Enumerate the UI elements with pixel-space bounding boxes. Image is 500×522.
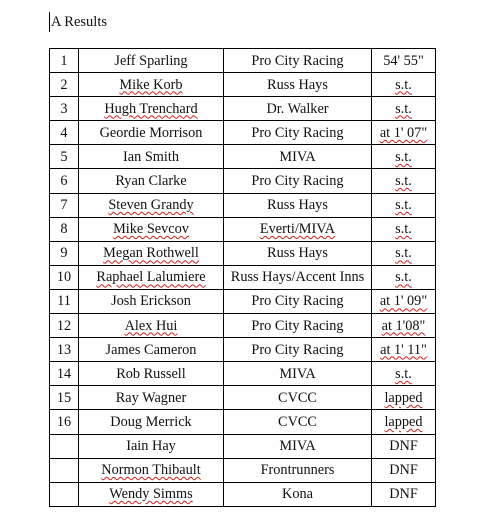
time-cell xyxy=(372,241,436,265)
rider-name-text: Mike Sevcov xyxy=(113,221,189,238)
rider-name-text: Ray Wagner xyxy=(115,389,187,406)
table-row xyxy=(50,362,436,386)
rider-name-cell xyxy=(79,482,224,506)
team-text: Russ Hays/Accent Inns xyxy=(230,269,365,286)
team-text: Pro City Racing xyxy=(251,124,344,141)
time-text: s.t. xyxy=(395,365,412,382)
time-cell xyxy=(372,289,436,313)
time-text: s.t. xyxy=(395,221,412,238)
table-row xyxy=(50,482,436,506)
time-cell xyxy=(372,482,436,506)
rider-name-cell xyxy=(79,338,224,362)
time-cell xyxy=(372,97,436,121)
time-text: at 1'08" xyxy=(381,317,426,334)
team-text: Everti/MIVA xyxy=(259,221,336,238)
rider-name-cell xyxy=(79,410,224,434)
team-cell xyxy=(224,169,372,193)
team-text: Dr. Walker xyxy=(266,100,329,117)
time-cell xyxy=(372,386,436,410)
team-text: Pro City Racing xyxy=(251,173,344,190)
position-text: 11 xyxy=(57,293,71,310)
time-cell xyxy=(372,314,436,338)
time-text: s.t. xyxy=(395,100,412,117)
team-text: MIVA xyxy=(279,438,316,455)
time-text: s.t. xyxy=(395,197,412,214)
rider-name-cell xyxy=(79,145,224,169)
position-text: 8 xyxy=(60,221,68,238)
position-cell xyxy=(50,193,79,217)
time-text: s.t. xyxy=(395,245,412,262)
team-cell xyxy=(224,434,372,458)
position-text: 14 xyxy=(56,365,72,382)
position-cell xyxy=(50,49,79,73)
team-cell xyxy=(224,217,372,241)
time-cell xyxy=(372,169,436,193)
rider-name-text: Hugh Trenchard xyxy=(104,100,198,117)
time-cell xyxy=(372,73,436,97)
rider-name-text: Alex Hui xyxy=(124,317,178,334)
team-cell xyxy=(224,314,372,338)
rider-name-text: Rob Russell xyxy=(116,365,186,382)
table-row xyxy=(50,49,436,73)
table-row xyxy=(50,386,436,410)
rider-name-cell xyxy=(79,121,224,145)
team-cell xyxy=(224,386,372,410)
table-row xyxy=(50,314,436,338)
position-cell xyxy=(50,73,79,97)
team-text: Pro City Racing xyxy=(251,293,344,310)
document-title: A Results xyxy=(51,14,107,30)
position-text: 4 xyxy=(60,124,68,141)
time-cell xyxy=(372,362,436,386)
position-cell xyxy=(50,241,79,265)
position-cell xyxy=(50,314,79,338)
position-cell xyxy=(50,458,79,482)
team-cell xyxy=(224,289,372,313)
rider-name-text: James Cameron xyxy=(105,341,197,358)
team-text: CVCC xyxy=(278,389,317,406)
team-cell xyxy=(224,410,372,434)
time-cell xyxy=(372,121,436,145)
table-row xyxy=(50,265,436,289)
table-row xyxy=(50,121,436,145)
position-cell xyxy=(50,338,79,362)
team-text: CVCC xyxy=(278,413,317,430)
table-row xyxy=(50,145,436,169)
rider-name-text: Raphael Lalumiere xyxy=(96,269,206,286)
table-row xyxy=(50,73,436,97)
rider-name-cell xyxy=(79,434,224,458)
time-text: s.t. xyxy=(395,76,412,93)
table-row xyxy=(50,410,436,434)
time-cell xyxy=(372,410,436,434)
time-cell xyxy=(372,217,436,241)
rider-name-text: Wendy Simms xyxy=(109,486,193,503)
time-text: DNF xyxy=(389,486,418,503)
position-cell xyxy=(50,265,79,289)
time-cell xyxy=(372,458,436,482)
team-cell xyxy=(224,241,372,265)
time-cell xyxy=(372,49,436,73)
position-text: 7 xyxy=(60,197,68,214)
results-table-body xyxy=(50,49,436,507)
position-cell xyxy=(50,362,79,386)
position-cell xyxy=(50,410,79,434)
time-cell xyxy=(372,145,436,169)
position-cell xyxy=(50,169,79,193)
rider-name-cell xyxy=(79,193,224,217)
position-cell xyxy=(50,386,79,410)
time-cell xyxy=(372,193,436,217)
team-text: Kona xyxy=(282,486,313,503)
position-text: 15 xyxy=(56,389,72,406)
rider-name-cell xyxy=(79,169,224,193)
team-cell xyxy=(224,97,372,121)
time-text: at 1' 11" xyxy=(380,341,427,358)
time-text: lapped xyxy=(384,413,423,430)
table-row xyxy=(50,169,436,193)
team-cell xyxy=(224,338,372,362)
team-text: MIVA xyxy=(279,365,316,382)
position-cell xyxy=(50,97,79,121)
rider-name-cell xyxy=(79,241,224,265)
team-text: Pro City Racing xyxy=(251,52,344,69)
rider-name-text: Jeff Sparling xyxy=(114,52,188,69)
position-text: 3 xyxy=(60,100,68,117)
rider-name-text: Megan Rothwell xyxy=(103,245,199,262)
rider-name-text: Ian Smith xyxy=(123,148,179,165)
team-cell xyxy=(224,193,372,217)
time-cell xyxy=(372,265,436,289)
table-row xyxy=(50,97,436,121)
position-text: 13 xyxy=(56,341,72,358)
team-cell xyxy=(224,121,372,145)
team-cell xyxy=(224,265,372,289)
time-text: 54' 55" xyxy=(383,52,424,69)
rider-name-cell xyxy=(79,73,224,97)
position-text: 1 xyxy=(60,52,68,69)
rider-name-text: Mike Korb xyxy=(119,76,183,93)
rider-name-cell xyxy=(79,265,224,289)
rider-name-text: Steven Grandy xyxy=(108,197,194,214)
rider-name-cell xyxy=(79,217,224,241)
table-row xyxy=(50,338,436,362)
table-row xyxy=(50,241,436,265)
table-row xyxy=(50,289,436,313)
rider-name-cell xyxy=(79,386,224,410)
table-row xyxy=(50,458,436,482)
team-cell xyxy=(224,482,372,506)
position-cell xyxy=(50,434,79,458)
team-text: MIVA xyxy=(279,148,316,165)
rider-name-text: Geordie Morrison xyxy=(99,124,203,141)
team-cell xyxy=(224,145,372,169)
team-cell xyxy=(224,73,372,97)
time-text: s.t. xyxy=(395,269,412,286)
team-text: Pro City Racing xyxy=(251,341,344,358)
rider-name-text: Josh Erickson xyxy=(111,293,191,310)
position-text: 16 xyxy=(56,413,72,430)
rider-name-text: Doug Merrick xyxy=(110,413,192,430)
rider-name-text: Normon Thibault xyxy=(101,462,201,479)
table-row xyxy=(50,217,436,241)
team-text: Russ Hays xyxy=(267,197,328,214)
rider-name-text: Iain Hay xyxy=(126,438,176,455)
rider-name-cell xyxy=(79,458,224,482)
position-text: 2 xyxy=(60,76,68,93)
results-table xyxy=(49,48,436,507)
team-text: Pro City Racing xyxy=(251,317,344,334)
rider-name-cell xyxy=(79,362,224,386)
team-cell xyxy=(224,49,372,73)
rider-name-cell xyxy=(79,289,224,313)
position-text: 6 xyxy=(60,173,68,190)
team-text: Russ Hays xyxy=(267,245,328,262)
rider-name-cell xyxy=(79,314,224,338)
team-text: Frontrunners xyxy=(260,462,335,479)
team-text: Russ Hays xyxy=(267,76,328,93)
time-text: at 1' 07" xyxy=(379,124,428,141)
time-cell xyxy=(372,434,436,458)
time-text: at 1' 09" xyxy=(379,293,428,310)
time-text: DNF xyxy=(389,438,418,455)
position-cell xyxy=(50,121,79,145)
table-row xyxy=(50,193,436,217)
table-row xyxy=(50,434,436,458)
position-cell xyxy=(50,289,79,313)
position-text: 12 xyxy=(56,317,72,334)
position-text: 10 xyxy=(56,269,72,286)
time-text: s.t. xyxy=(395,173,412,190)
position-cell xyxy=(50,217,79,241)
time-text: s.t. xyxy=(395,148,412,165)
rider-name-text: Ryan Clarke xyxy=(115,173,187,190)
rider-name-cell xyxy=(79,49,224,73)
position-cell xyxy=(50,145,79,169)
time-cell xyxy=(372,338,436,362)
time-text: lapped xyxy=(384,389,423,406)
rider-name-cell xyxy=(79,97,224,121)
team-cell xyxy=(224,458,372,482)
position-text: 9 xyxy=(60,245,68,262)
team-cell xyxy=(224,362,372,386)
position-text: 5 xyxy=(60,148,68,165)
position-cell xyxy=(50,482,79,506)
time-text: DNF xyxy=(389,462,418,479)
